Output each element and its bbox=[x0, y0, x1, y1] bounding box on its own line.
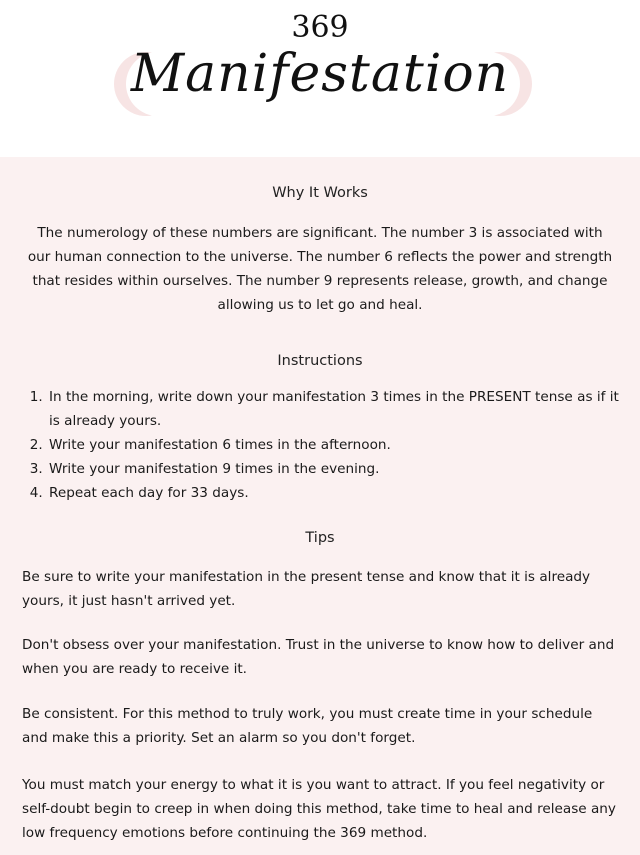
tip-paragraph: Be consistent. For this method to truly work, you must create time in your schedule and make this a priority. Set an alarm so you don't forget. bbox=[22, 706, 593, 746]
instruction-step: 3. Write your manifestation 9 times in the evening. bbox=[47, 457, 633, 481]
why-heading: Why It Works bbox=[272, 185, 368, 201]
instructions-list bbox=[22, 385, 633, 505]
header-banner bbox=[0, 0, 640, 157]
why-paragraph: The numerology of these numbers are significant. The number 3 is associated with our human connection to the universe. The number 6 reflects the power and strength that resides within ourselves. The number 9 represents release, growth, and change allowing us to let go and heal. bbox=[27, 225, 613, 313]
tips-heading: Tips bbox=[305, 530, 335, 546]
tip-paragraph: Don't obsess over your manifestation. Trust in the universe to know how to deliver and when you are ready to receive it. bbox=[22, 637, 615, 677]
title-number: 369 bbox=[291, 10, 349, 45]
tip-paragraph: Be sure to write your manifestation in the present tense and know that it is already yours, it just hasn't arrived yet. bbox=[22, 569, 591, 609]
instruction-step: 2. Write your manifestation 6 times in the afternoon. bbox=[47, 433, 633, 457]
title-script: Manifestation bbox=[130, 44, 510, 104]
instruction-step: 1. In the morning, write down your manifestation 3 times in the PRESENT tense as if it is already yours. bbox=[47, 385, 633, 433]
tip-paragraph: You must match your energy to what it is you want to attract. If you feel negativity or self-doubt begin to creep in when doing this method, take time to heal and release any low frequency emotions before continuing the 369 method. bbox=[22, 777, 616, 841]
instructions-heading: Instructions bbox=[277, 353, 363, 369]
instruction-step: 4. Repeat each day for 33 days. bbox=[47, 481, 633, 505]
